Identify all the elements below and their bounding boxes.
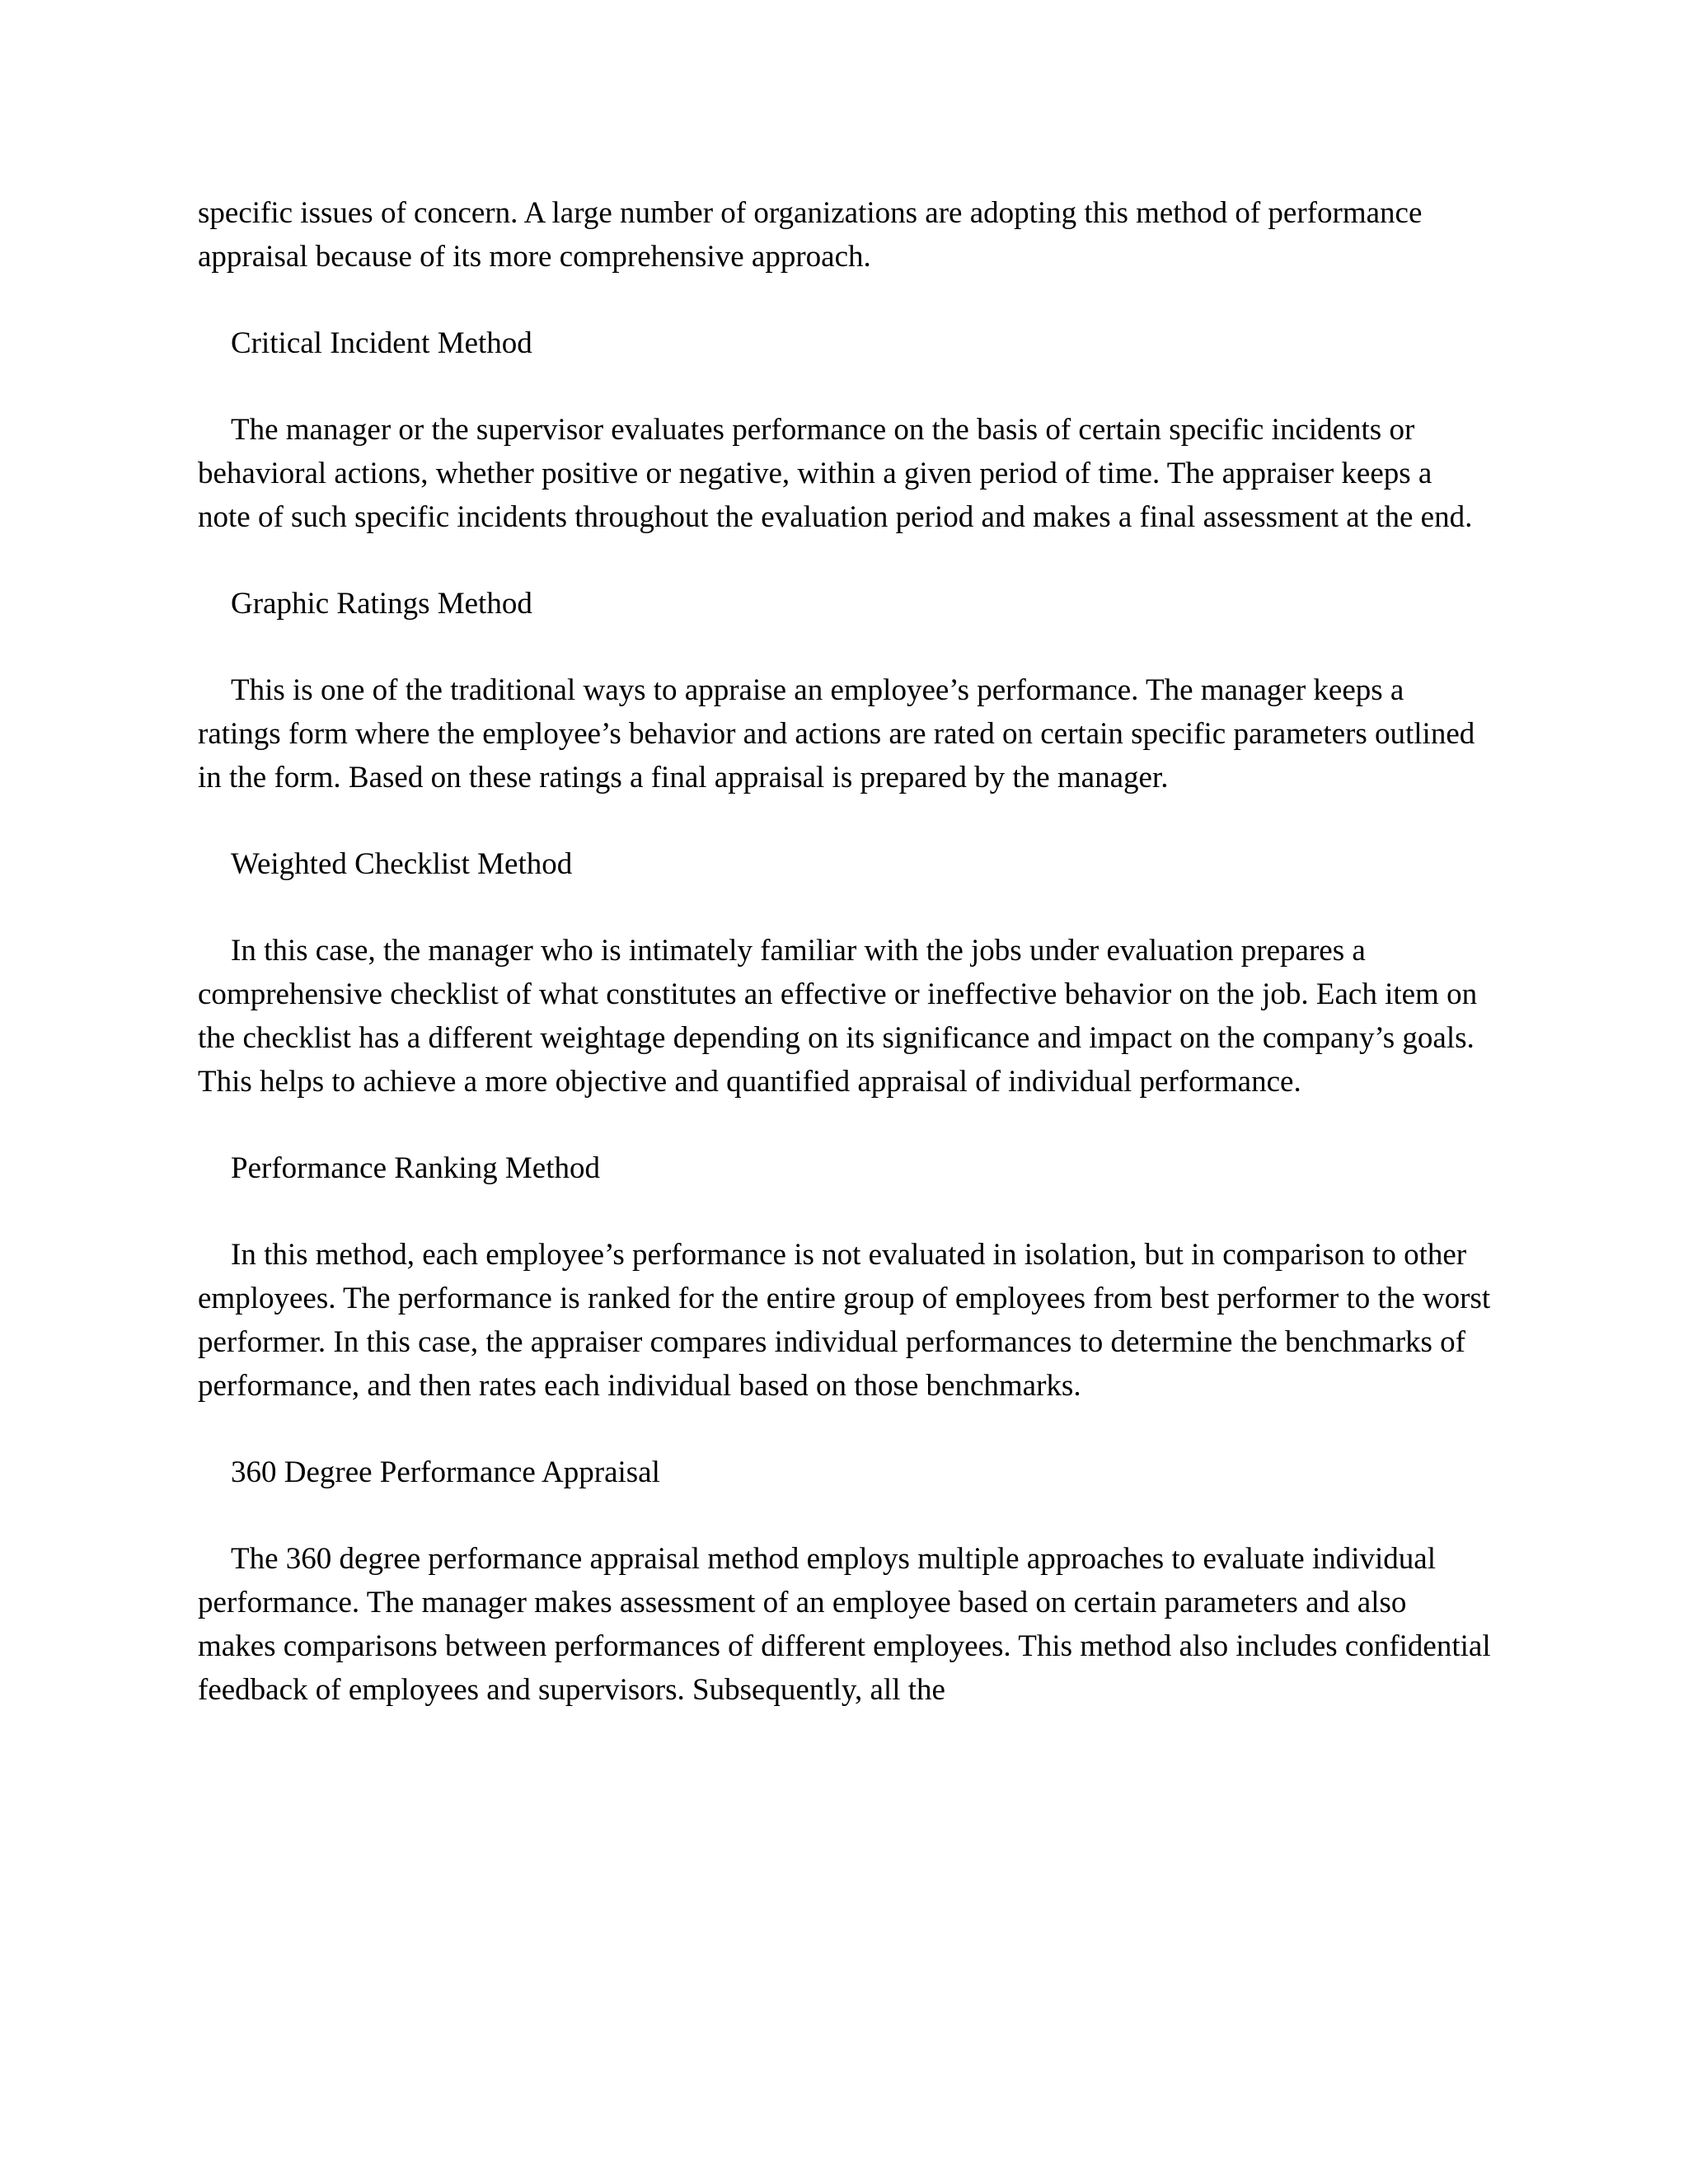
intro-paragraph: specific issues of concern. A large number of organizations are adopting this method of performance appraisal because of its more comprehensive approach. — [198, 196, 1423, 274]
graphic-ratings-paragraph: This is one of the traditional ways to appraise an employee’s performance. The manager keeps a ratings form where the employee’s behavior and actions are rated on certain specific parameters outlined in the form. Based on these ratings a final appraisal is prepared by the manager. — [198, 673, 1475, 794]
performance-ranking-paragraph: In this method, each employee’s performance is not evaluated in isolation, but in comparison to other employees. The performance is ranked for the entire group of employees from best performer to the worst performer. In this case, the appraiser compares individual performances to determine the benchmarks of performance, and then rates each individual based on those benchmarks. — [198, 1238, 1491, 1403]
360-degree-paragraph: The 360 degree performance appraisal method employs multiple approaches to evaluate individual performance. The manager makes assessment of an employee based on certain parameters and also makes comparisons between performances of different employees. This method also includes confidential feedback of employees and supervisors. Subsequently, all the — [198, 1542, 1491, 1707]
weighted-checklist-heading: Weighted Checklist Method — [231, 847, 573, 881]
critical-incident-heading: Critical Incident Method — [231, 326, 532, 360]
weighted-checklist-paragraph: In this case, the manager who is intimately familiar with the jobs under evaluation prepares a comprehensive checklist of what constitutes an effective or ineffective behavior on the job. Each item on the checklist has a different weightage depending on its significance and impact on the company’s goals. This helps to achieve a more objective and quantified appraisal of individual performance. — [198, 934, 1478, 1099]
360-degree-heading: 360 Degree Performance Appraisal — [231, 1455, 660, 1489]
critical-incident-paragraph: The manager or the supervisor evaluates performance on the basis of certain specific incidents or behavioral actions, whether positive or negative, within a given period of time. The appraiser keeps a note of such specific incidents throughout the evaluation period and makes a final assessment at the end. — [198, 413, 1473, 534]
performance-ranking-heading: Performance Ranking Method — [231, 1151, 600, 1185]
document-body — [198, 191, 1492, 1712]
graphic-ratings-heading: Graphic Ratings Method — [231, 587, 532, 621]
